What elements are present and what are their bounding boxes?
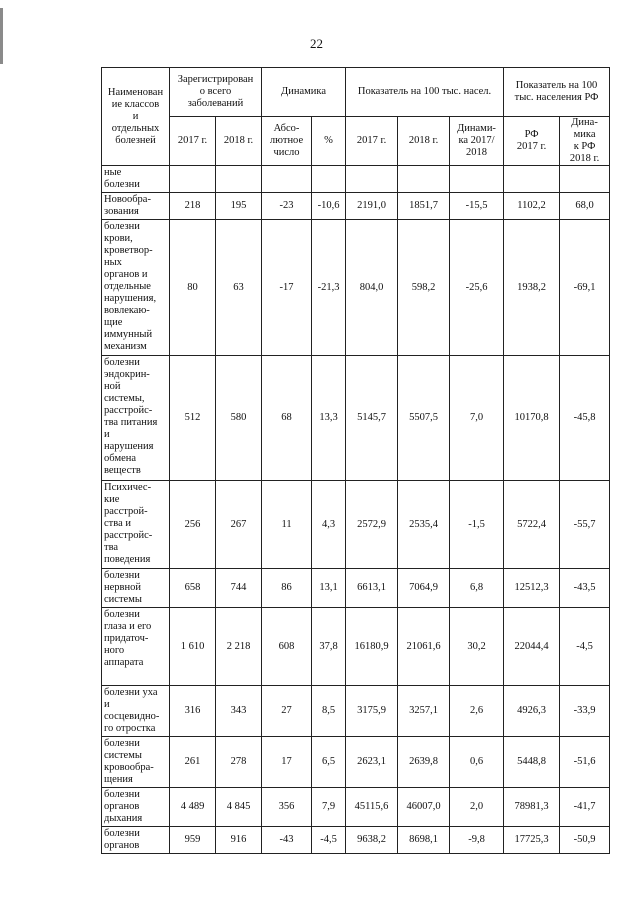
- cell-absolute: 86: [262, 569, 312, 608]
- header-per100k-rf: Показатель на 100 тыс. населения РФ: [504, 68, 610, 117]
- table-row: [102, 193, 610, 220]
- cell-rate-2017: 9638,2: [346, 827, 398, 854]
- cell-percent: 4,3: [312, 481, 346, 569]
- table-row: [102, 569, 610, 608]
- cell-2017: 80: [170, 220, 216, 356]
- cell-rf-2017: 1938,2: [504, 220, 560, 356]
- subheader-2017: 2017 г.: [170, 117, 216, 166]
- subheader-rf-2017: РФ 2017 г.: [504, 117, 560, 166]
- header-per100k: Показатель на 100 тыс. насел.: [346, 68, 504, 117]
- header-registered: Зарегистрирован о всего заболеваний: [170, 68, 262, 117]
- cell-rate-dynamics: 30,2: [450, 608, 504, 686]
- cell-percent: [312, 166, 346, 193]
- header-disease-name: Наименован ие классов и отдельных болезней: [102, 68, 170, 166]
- cell-rf-2017: 10170,8: [504, 356, 560, 481]
- table-row: [102, 356, 610, 481]
- table-row: [102, 827, 610, 854]
- cell-2018: 63: [216, 220, 262, 356]
- cell-2018: 744: [216, 569, 262, 608]
- cell-percent: 13,1: [312, 569, 346, 608]
- cell-percent: -10,6: [312, 193, 346, 220]
- cell-rate-2018: [398, 166, 450, 193]
- cell-rate-2018: 8698,1: [398, 827, 450, 854]
- cell-2017: 1 610: [170, 608, 216, 686]
- disease-name: Новообра- зования: [102, 193, 170, 220]
- cell-percent: 37,8: [312, 608, 346, 686]
- cell-rf-2017: 78981,3: [504, 788, 560, 827]
- cell-percent: 8,5: [312, 686, 346, 737]
- table-row: [102, 788, 610, 827]
- cell-rate-dynamics: 2,6: [450, 686, 504, 737]
- cell-rate-2017: 2572,9: [346, 481, 398, 569]
- cell-2018: 916: [216, 827, 262, 854]
- subheader-rate-2017: 2017 г.: [346, 117, 398, 166]
- page-number: 22: [310, 36, 323, 51]
- cell-2017: 512: [170, 356, 216, 481]
- disease-name: болезни системы кровообра- щения: [102, 737, 170, 788]
- disease-name: болезни органов: [102, 827, 170, 854]
- table-row: [102, 686, 610, 737]
- table-row: [102, 166, 610, 193]
- cell-rf-2017: 4926,3: [504, 686, 560, 737]
- cell-2018: 580: [216, 356, 262, 481]
- cell-rf-dynamics: -69,1: [560, 220, 610, 356]
- cell-2018: 278: [216, 737, 262, 788]
- cell-percent: 13,3: [312, 356, 346, 481]
- cell-2018: [216, 166, 262, 193]
- cell-rate-2017: 2623,1: [346, 737, 398, 788]
- cell-rf-dynamics: -4,5: [560, 608, 610, 686]
- table-row: [102, 481, 610, 569]
- cell-2017: 256: [170, 481, 216, 569]
- cell-rf-2017: 17725,3: [504, 827, 560, 854]
- cell-2018: 195: [216, 193, 262, 220]
- cell-rf-dynamics: 68,0: [560, 193, 610, 220]
- cell-rate-dynamics: 0,6: [450, 737, 504, 788]
- cell-rate-dynamics: 6,8: [450, 569, 504, 608]
- cell-2017: 261: [170, 737, 216, 788]
- cell-rf-dynamics: [560, 166, 610, 193]
- cell-rate-2017: 6613,1: [346, 569, 398, 608]
- cell-rate-2018: 21061,6: [398, 608, 450, 686]
- cell-2017: 658: [170, 569, 216, 608]
- cell-absolute: -43: [262, 827, 312, 854]
- cell-rate-2018: 598,2: [398, 220, 450, 356]
- cell-2017: [170, 166, 216, 193]
- cell-rate-dynamics: -1,5: [450, 481, 504, 569]
- table-row: [102, 220, 610, 356]
- morbidity-table: [101, 67, 610, 854]
- cell-absolute: 608: [262, 608, 312, 686]
- cell-rate-2018: 46007,0: [398, 788, 450, 827]
- cell-rate-2017: 3175,9: [346, 686, 398, 737]
- cell-percent: 6,5: [312, 737, 346, 788]
- cell-rf-2017: 12512,3: [504, 569, 560, 608]
- cell-rate-2017: 804,0: [346, 220, 398, 356]
- cell-2017: 959: [170, 827, 216, 854]
- cell-rate-2018: 1851,7: [398, 193, 450, 220]
- cell-absolute: 11: [262, 481, 312, 569]
- disease-name: болезни эндокрин- ной системы, расстройс- тва питания и нарушения обмена веществ: [102, 356, 170, 481]
- cell-rate-2017: 2191,0: [346, 193, 398, 220]
- cell-absolute: -17: [262, 220, 312, 356]
- cell-2017: 4 489: [170, 788, 216, 827]
- disease-name: болезни уха и сосцевидно- го отростка: [102, 686, 170, 737]
- header-dynamics: Динамика: [262, 68, 346, 117]
- cell-rate-2017: 5145,7: [346, 356, 398, 481]
- cell-rate-2017: 45115,6: [346, 788, 398, 827]
- cell-rate-2018: 5507,5: [398, 356, 450, 481]
- cell-rf-dynamics: -33,9: [560, 686, 610, 737]
- cell-rf-dynamics: -55,7: [560, 481, 610, 569]
- cell-rate-2018: 7064,9: [398, 569, 450, 608]
- cell-rf-dynamics: -43,5: [560, 569, 610, 608]
- cell-rate-2018: 3257,1: [398, 686, 450, 737]
- cell-rf-2017: [504, 166, 560, 193]
- cell-2018: 4 845: [216, 788, 262, 827]
- cell-absolute: -23: [262, 193, 312, 220]
- subheader-rate-dynamics: Динами- ка 2017/ 2018: [450, 117, 504, 166]
- table-row: [102, 737, 610, 788]
- cell-absolute: 68: [262, 356, 312, 481]
- cell-rate-2018: 2639,8: [398, 737, 450, 788]
- cell-rf-dynamics: -45,8: [560, 356, 610, 481]
- cell-rate-dynamics: -9,8: [450, 827, 504, 854]
- cell-rf-dynamics: -50,9: [560, 827, 610, 854]
- subheader-percent: %: [312, 117, 346, 166]
- disease-name: ные болезни: [102, 166, 170, 193]
- cell-rf-dynamics: -41,7: [560, 788, 610, 827]
- cell-rf-2017: 5722,4: [504, 481, 560, 569]
- cell-2018: 2 218: [216, 608, 262, 686]
- subheader-rate-2018: 2018 г.: [398, 117, 450, 166]
- disease-name: Психичес- кие расстрой- ства и расстройс- тва поведения: [102, 481, 170, 569]
- cell-absolute: [262, 166, 312, 193]
- cell-rf-dynamics: -51,6: [560, 737, 610, 788]
- cell-rate-dynamics: -15,5: [450, 193, 504, 220]
- cell-rate-dynamics: 7,0: [450, 356, 504, 481]
- cell-rf-2017: 1102,2: [504, 193, 560, 220]
- cell-percent: 7,9: [312, 788, 346, 827]
- disease-name: болезни органов дыхания: [102, 788, 170, 827]
- cell-rf-2017: 5448,8: [504, 737, 560, 788]
- cell-rate-dynamics: 2,0: [450, 788, 504, 827]
- cell-rate-dynamics: [450, 166, 504, 193]
- cell-absolute: 17: [262, 737, 312, 788]
- disease-name: болезни глаза и его придаточ- ного аппарата: [102, 608, 170, 686]
- cell-rate-2017: [346, 166, 398, 193]
- cell-2018: 267: [216, 481, 262, 569]
- cell-percent: -21,3: [312, 220, 346, 356]
- cell-2017: 316: [170, 686, 216, 737]
- cell-rf-2017: 22044,4: [504, 608, 560, 686]
- subheader-2018: 2018 г.: [216, 117, 262, 166]
- disease-name: болезни крови, кроветвор- ных органов и отдельные нарушения, вовлекаю- щие иммунный механизм: [102, 220, 170, 356]
- subheader-rf-dynamics: Дина- мика к РФ 2018 г.: [560, 117, 610, 166]
- table-row: [102, 608, 610, 686]
- cell-rate-2018: 2535,4: [398, 481, 450, 569]
- disease-name: болезни нервной системы: [102, 569, 170, 608]
- cell-absolute: 27: [262, 686, 312, 737]
- subheader-absolute: Абсо- лютное число: [262, 117, 312, 166]
- cell-rate-dynamics: -25,6: [450, 220, 504, 356]
- cell-2017: 218: [170, 193, 216, 220]
- cell-rate-2017: 16180,9: [346, 608, 398, 686]
- cell-2018: 343: [216, 686, 262, 737]
- cell-absolute: 356: [262, 788, 312, 827]
- cell-percent: -4,5: [312, 827, 346, 854]
